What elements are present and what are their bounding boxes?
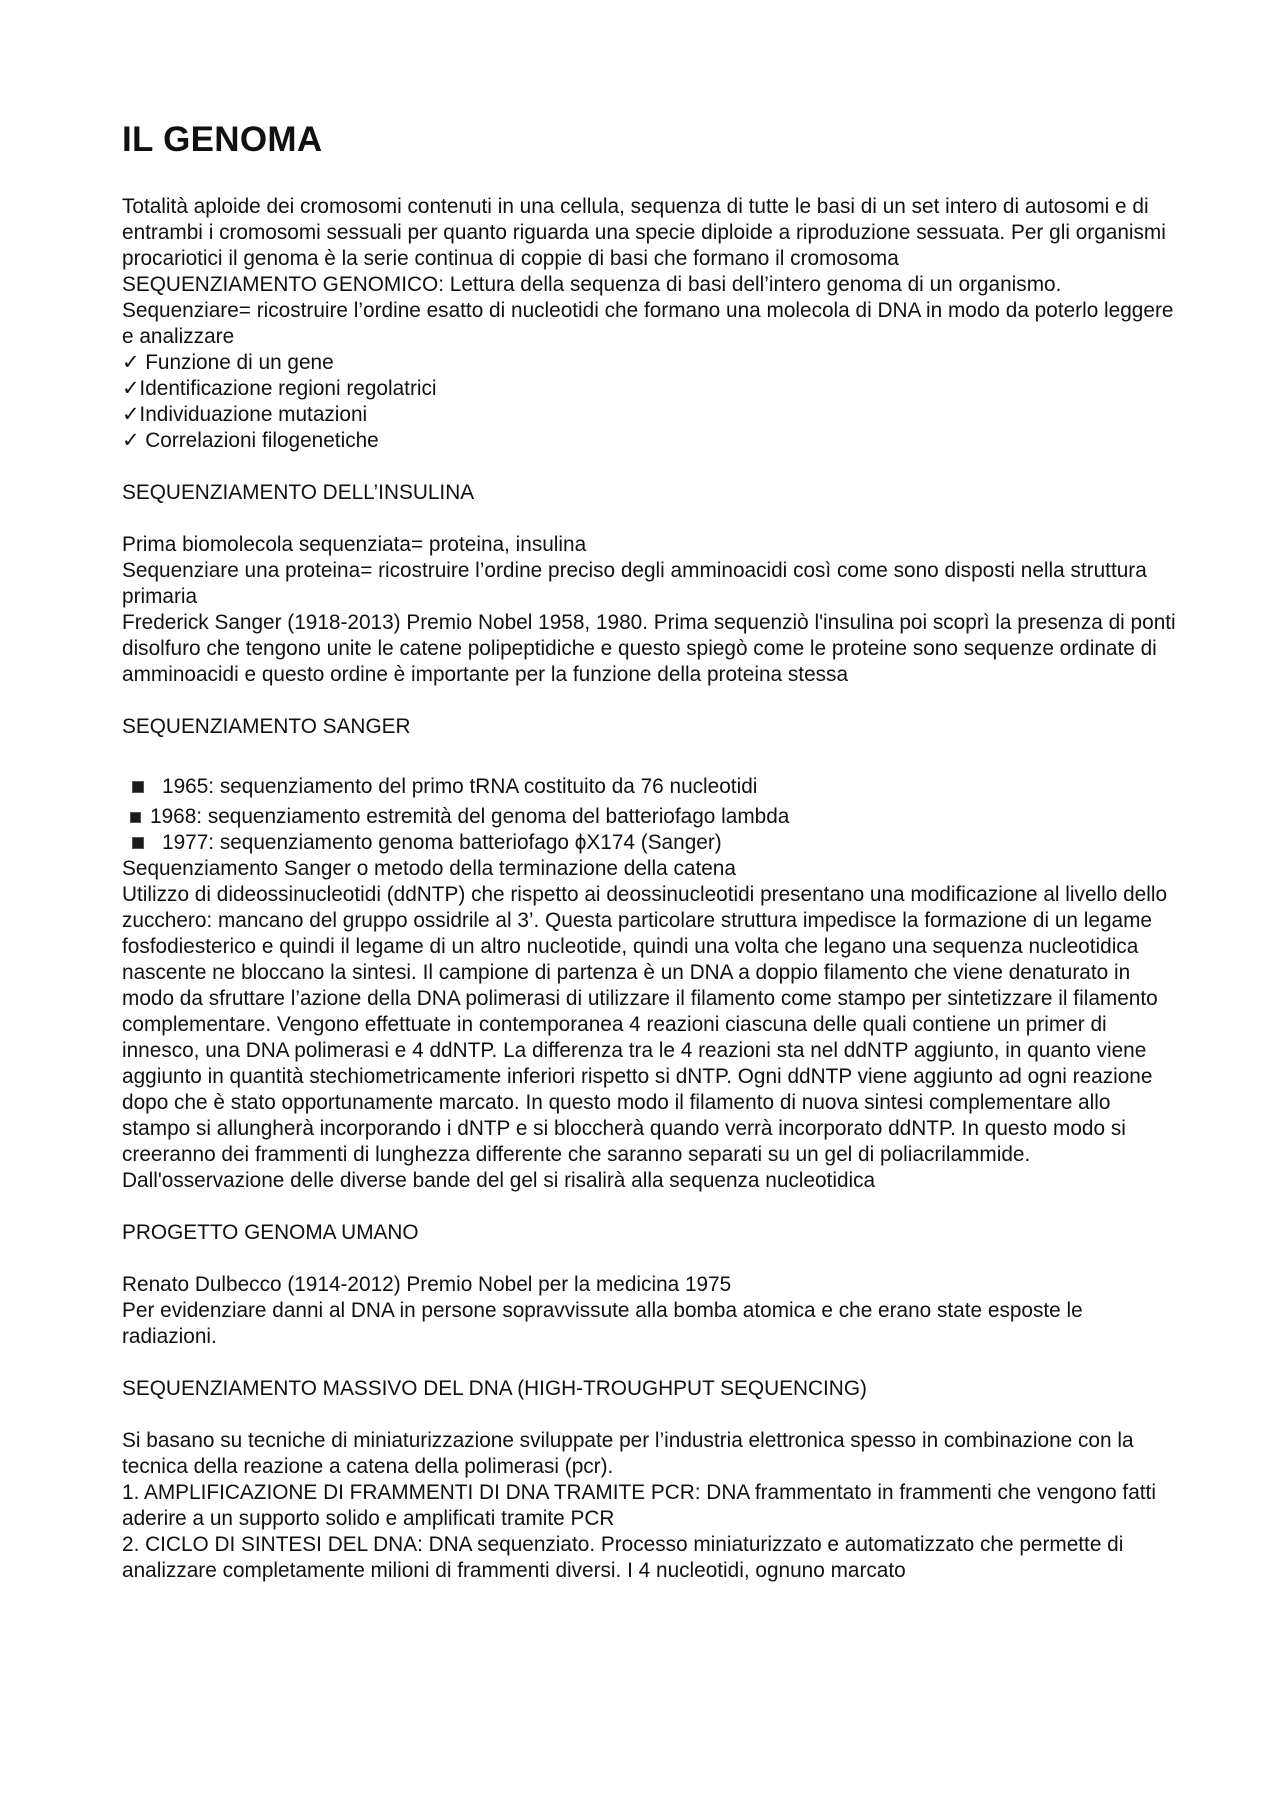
massive-line-3: 2. CICLO DI SINTESI DEL DNA: DNA sequenziato. Processo miniaturizzato e automatizzato che permette di analizzare completamente milioni di frammenti diversi. I 4 nucleotidi, ognuno marcato: [122, 1533, 1124, 1582]
insulin-line-1: Prima biomolecola sequenziata= proteina, insulina: [122, 533, 587, 556]
list-item-text: 1965: sequenziamento del primo tRNA costituito da 76 nucleotidi: [162, 775, 758, 798]
human-genome-heading: PROGETTO GENOMA UMANO: [122, 1221, 419, 1244]
checklist-item: ✓ Correlazioni filogenetiche: [122, 429, 379, 452]
spacer: [122, 688, 1182, 714]
document-page: [122, 120, 1182, 1584]
massive-line-1: Si basano su tecniche di miniaturizzazione sviluppate per l’industria elettronica spesso in combinazione con la tecnica della reazione a catena della polimerasi (pcr).: [122, 1429, 1134, 1478]
human-genome-line-1: Renato Dulbecco (1914-2012) Premio Nobel per la medicina 1975: [122, 1273, 732, 1296]
list-item: [122, 804, 1182, 830]
checklist-item: ✓Individuazione mutazioni: [122, 403, 368, 426]
square-bullet-icon: [132, 781, 144, 793]
page-title: IL GENOMA: [122, 120, 323, 159]
human-genome-line-2: Per evidenziare danni al DNA in persone sopravvissute alla bomba atomica e che erano state esposte le radiazioni.: [122, 1299, 1083, 1348]
square-bullet-icon: [130, 812, 141, 823]
intro-paragraph: Totalità aploide dei cromosomi contenuti in una cellula, sequenza di tutte le basi di un set intero di autosomi e di entrambi i cromosomi sessuali per quanto riguarda una specie diploide a riproduzione sessuata. Per gli organismi procariotici il genoma è la serie continua di coppie di basi che formano il cromosoma: [122, 195, 1166, 270]
spacer: [122, 454, 1182, 480]
list-item-text: 1968: sequenziamento estremità del genoma del batteriofago lambda: [150, 805, 790, 828]
spacer: [122, 1402, 1182, 1428]
document-body: [122, 194, 1182, 1584]
sanger-line-1: Sequenziamento Sanger o metodo della terminazione della catena: [122, 857, 736, 880]
list-item: [122, 830, 1182, 856]
spacer: [122, 1194, 1182, 1220]
massive-line-2: 1. AMPLIFICAZIONE DI FRAMMENTI DI DNA TRAMITE PCR: DNA frammentato in frammenti che vengono fatti aderire a un supporto solido e amplificati tramite PCR: [122, 1481, 1156, 1530]
spacer: [122, 506, 1182, 532]
square-bullet-icon: [132, 837, 144, 849]
sanger-heading: SEQUENZIAMENTO SANGER: [122, 715, 411, 738]
sequencing-definition: SEQUENZIAMENTO GENOMICO: Lettura della sequenza di basi dell’intero genoma di un organismo. Sequenziare= ricostruire l’ordine esatto di nucleotidi che formano una molecola di DNA in modo da poterlo leggere e analizzare: [122, 273, 1174, 348]
sanger-body: Utilizzo di dideossinucleotidi (ddNTP) che rispetto ai deossinucleotidi presentano una modificazione al livello dello zucchero: mancano del gruppo ossidrile al 3’. Questa particolare struttura impedisce la formazione di un legame fosfodiesterico e quindi il legame di un altro nucleotide, quindi una volta che legano una sequenza nucleotidica nascente ne bloccano la sintesi. Il campione di partenza è un DNA a doppio filamento che viene denaturato in modo da sfruttare l’azione della DNA polimerasi di utilizzare il filamento come stampo per sintetizzare il filamento complementare. Vengono effettuate in contemporanea 4 reazioni ciascuna delle quali contiene un primer di innesco, una DNA polimerasi e 4 ddNTP. La differenza tra le 4 reazioni sta nel ddNTP aggiunto, in quanto viene aggiunto in quantità stechiometricamente inferiori rispetto si dNTP. Ogni ddNTP viene aggiunto ad ogni reazione dopo che è stato opportunamente marcato. In questo modo il filamento di nuova sintesi complementare allo stampo si allungherà incorporando i dNTP e si bloccherà quando verrà incorporato ddNTP. In questo modo si creeranno dei frammenti di lunghezza differente che saranno separati su un gel di poliacrilammide. Dall'osservazione delle diverse bande del gel si risalirà alla sequenza nucleotidica: [122, 883, 1168, 1192]
list-item: [122, 774, 1182, 800]
checklist-item: ✓ Funzione di un gene: [122, 351, 334, 374]
insulin-line-3: Frederick Sanger (1918-2013) Premio Nobel 1958, 1980. Prima sequenziò l'insulina poi scoprì la presenza di ponti disolfuro che tengono unite le catene polipeptidiche e questo spiegò come le proteine sono sequenze ordinate di amminoacidi e questo ordine è importante per la funzione della proteina stessa: [122, 611, 1176, 686]
spacer: [122, 740, 1182, 774]
insulin-heading: SEQUENZIAMENTO DELL’INSULINA: [122, 481, 475, 504]
insulin-line-2: Sequenziare una proteina= ricostruire l’ordine preciso degli amminoacidi così come sono disposti nella struttura primaria: [122, 559, 1147, 608]
massive-heading: SEQUENZIAMENTO MASSIVO DEL DNA (HIGH-TROUGHPUT SEQUENCING): [122, 1377, 867, 1400]
spacer: [122, 1246, 1182, 1272]
checklist-item: ✓Identificazione regioni regolatrici: [122, 377, 437, 400]
spacer: [122, 1350, 1182, 1376]
list-item-text: 1977: sequenziamento genoma batteriofago ϕX174 (Sanger): [162, 831, 722, 854]
